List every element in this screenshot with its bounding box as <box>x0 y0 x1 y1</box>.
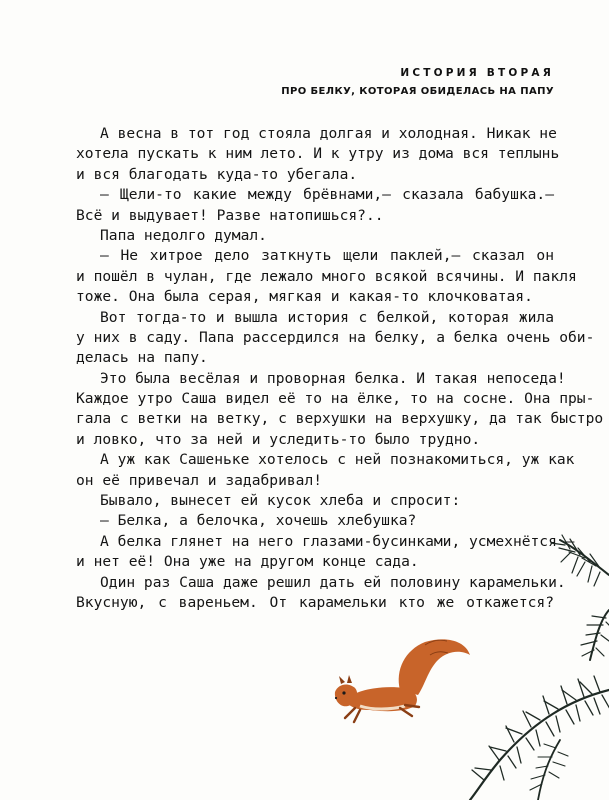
text-line: Папа недолго думал. <box>100 226 267 244</box>
text-line: делась на папу. <box>76 349 208 367</box>
text-line: у них в саду. Папа рассердился на белку, а белка очень оби- <box>76 328 595 346</box>
text-line: — Не хитрое дело заткнуть щели паклей,— сказал он <box>100 247 554 265</box>
text-line: А уж как Сашеньке хотелось с ней познакомиться, уж как <box>100 451 575 469</box>
text-line: тоже. Она была серая, мягкая и какая-то клочковатая. <box>76 288 533 306</box>
text-line: и нет её! Она уже на другом конце сада. <box>76 553 419 571</box>
squirrel-illustration <box>335 639 470 722</box>
text-line: Бывало, вынесет ей кусок хлеба и спросит: <box>100 492 461 510</box>
story-text <box>76 124 604 613</box>
text-line: хотела пускать к ним лето. И к утру из дома вся теплынь <box>76 145 560 163</box>
text-line: и пошёл в чулан, где лежало много всякой всячины. И пакля <box>76 267 577 285</box>
chapter-label: ИСТОРИЯ ВТОРАЯ <box>400 67 554 79</box>
text-line: он её привечал и задабривал! <box>76 471 323 489</box>
text-line: — Щели-то какие между брёвнами,— сказала бабушка.— <box>100 186 554 204</box>
text-line: Вкусную, с вареньем. От карамельки кто же откажется? <box>76 593 554 611</box>
text-line: — Белка, а белочка, хочешь хлебушка? <box>100 512 417 530</box>
text-line: и ловко, что за ней и уследить-то было трудно. <box>76 430 481 448</box>
text-line: и вся благодать куда-то убегала. <box>76 165 358 183</box>
text-line: Это была весёлая и проворная белка. И такая непоседа! <box>100 369 566 387</box>
text-line: А весна в тот год стояла долгая и холодная. Никак не <box>100 125 557 142</box>
text-line: Каждое утро Саша видел её то на ёлке, то на сосне. Она пры- <box>76 390 595 408</box>
text-line: гала с ветки на ветку, с верхушки на верхушку, да так быстро <box>76 410 604 428</box>
text-line: Всё и выдувает! Разве натопишься?.. <box>76 206 384 224</box>
text-line: Один раз Саша даже решил дать ей половину карамельки. <box>100 573 566 591</box>
text-line: А белка глянет на него глазами-бусинками, усмехнётся — <box>100 532 575 550</box>
chapter-subtitle: ПРО БЕЛКУ, КОТОРАЯ ОБИДЕЛАСЬ НА ПАПУ <box>281 86 554 97</box>
text-line: Вот тогда-то и вышла история с белкой, которая жила <box>100 308 554 326</box>
